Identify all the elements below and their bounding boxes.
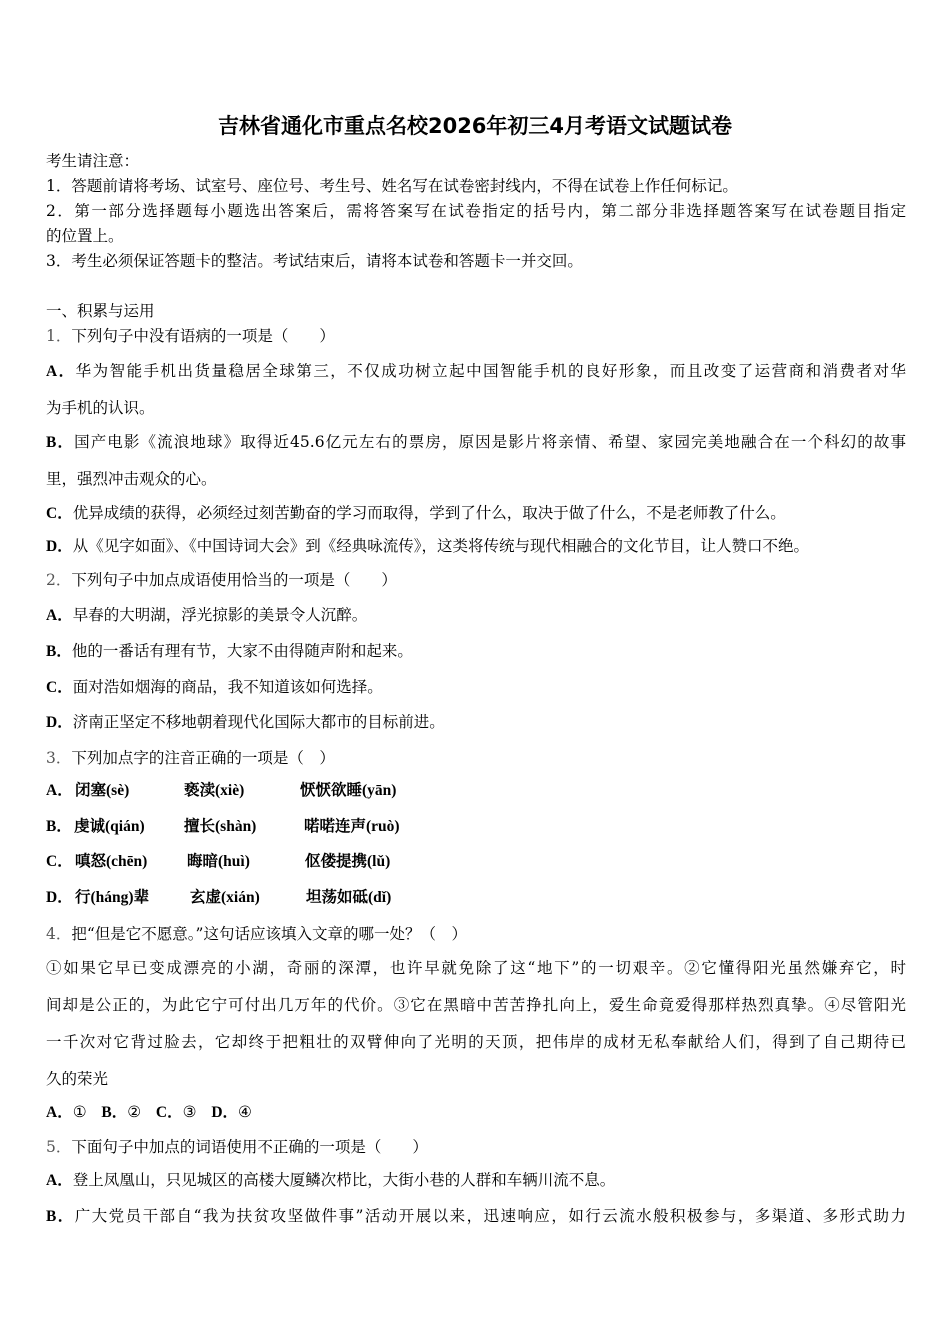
- question-number: 3．: [46, 749, 72, 767]
- document-title: 吉林省通化市重点名校2026年初三4月考语文试题试卷: [217, 114, 733, 138]
- option-text: 登上凤凰山，只见城区的高楼大厦鳞次栉比，大街小巷的人群和车辆川流不息。: [72, 1171, 616, 1189]
- option-a: [46, 361, 906, 382]
- option-d: [46, 712, 445, 733]
- notice-heading: 考生请注意：: [46, 152, 140, 170]
- notice-item: 3．考生必须保证答题卡的整洁。考试结束后，请将本试卷和答题卡一并交回。: [46, 252, 583, 270]
- option-label: C．: [46, 853, 73, 870]
- option-b: [46, 817, 906, 837]
- option-text: ④: [238, 1103, 252, 1121]
- option-c: [46, 852, 906, 872]
- option-item: 坦荡如砥(dǐ): [306, 889, 392, 906]
- option-item: 行(háng)辈: [75, 889, 150, 906]
- option-item: 嗔怒(chēn): [75, 853, 148, 870]
- option-text: 优异成绩的获得，必须经过刻苦勤奋的学习而取得，学到了什么，取决于做了什么，不是老师教了什么。: [72, 504, 786, 522]
- option-a-cont: 为手机的认识。: [46, 399, 155, 417]
- option-c: [46, 677, 383, 698]
- question-number: 2．: [46, 571, 72, 589]
- option-label: A．: [46, 607, 73, 624]
- option-item: 闭塞(sè): [75, 782, 130, 799]
- option-label: B．: [46, 434, 75, 451]
- option-text: ③: [182, 1103, 197, 1121]
- option-label: C．: [46, 505, 73, 522]
- option-label: D．: [46, 714, 73, 731]
- question-stem: 下面句子中加点的词语使用不正确的一项是（ ）: [71, 1138, 428, 1156]
- notice-item: 的位置上。: [46, 227, 124, 245]
- option-a: [46, 1170, 615, 1191]
- option-b: [46, 1206, 906, 1227]
- option-label: D．: [46, 889, 73, 906]
- question-stem: 下列句子中没有语病的一项是（ ）: [71, 327, 335, 345]
- option-label: C．: [46, 679, 73, 696]
- question-number: 4．: [46, 925, 72, 943]
- question-stem: 下列加点字的注音正确的一项是（ ）: [71, 749, 335, 767]
- passage-line: 久的荣光: [46, 1070, 109, 1088]
- question-stem: 把“但是它不愿意。”这句话应该填入文章的哪一处？（ ）: [71, 925, 467, 943]
- option-item: 亵渎(xiè): [184, 782, 245, 799]
- option-label: A．: [46, 363, 76, 380]
- notice-item: 2．第一部分选择题每小题选出答案后，需将答案写在试卷指定的括号内，第二部分非选择题答案写在试卷题目指定: [46, 202, 906, 220]
- option-item: 伛偻提携(lǔ): [305, 853, 391, 870]
- option-item: 晦暗(huì): [187, 853, 250, 870]
- question-5: [46, 1137, 428, 1157]
- option-text: ①: [72, 1103, 87, 1121]
- option-b: [46, 432, 906, 453]
- option-text: 他的一番话有理有节，大家不由得随声附和起来。: [71, 642, 413, 660]
- option-text: 早春的大明湖，浮光掠影的美景令人沉醉。: [72, 606, 368, 624]
- option-item: 玄虚(xián): [190, 889, 260, 906]
- option-a: [46, 781, 906, 801]
- option-label: D．: [46, 538, 73, 555]
- option-label: D．: [211, 1104, 239, 1121]
- option-label: A．: [46, 782, 73, 799]
- passage-line: ①如果它早已变成漂亮的小湖，奇丽的深潭，也许早就免除了这“地下”的一切艰辛。②它懂得阳光虽然嫌弃它，时: [46, 959, 906, 977]
- option-d: [46, 536, 809, 557]
- option-a: [46, 605, 367, 626]
- option-label: C．: [155, 1104, 183, 1121]
- option-text: 从《见字如面》、《中国诗词大会》到《经典咏流传》，这类将传统与现代相融合的文化节目，让人赞口不绝。: [72, 537, 809, 555]
- option-text: 济南正坚定不移地朝着现代化国际大都市的目标前进。: [72, 713, 445, 731]
- option-label: B．: [46, 1208, 75, 1225]
- question-number: 1．: [46, 327, 72, 345]
- option-item: 喏喏连声(ruò): [304, 818, 400, 835]
- section-heading: 一、积累与运用: [46, 302, 155, 320]
- option-item: 恹恹欲睡(yān): [300, 782, 397, 799]
- option-b-cont: 里，强烈冲击观众的心。: [46, 470, 217, 488]
- question-number: 5．: [46, 1138, 72, 1156]
- option-d: [46, 888, 906, 908]
- option-text: 广大党员干部自“我为扶贫攻坚做件事”活动开展以来，迅速响应，如行云流水般积极参与，多渠道、多形式助力: [74, 1207, 907, 1225]
- option-text: 华为智能手机出货量稳居全球第三，不仅成功树立起中国智能手机的良好形象，而且改变了运营商和消费者对华: [75, 362, 906, 380]
- option-text: 国产电影《流浪地球》取得近45.6亿元左右的票房，原因是影片将亲情、希望、家园完美地融合在一个科幻的故事: [74, 433, 907, 451]
- question-3: [46, 748, 335, 768]
- option-b: [46, 641, 413, 662]
- question-1: [46, 326, 335, 346]
- option-label: B．: [46, 818, 72, 835]
- question-4: [46, 924, 467, 944]
- option-text: 面对浩如烟海的商品，我不知道该如何选择。: [72, 678, 383, 696]
- notice-item: 1．答题前请将考场、试室号、座位号、考生号、姓名写在试卷密封线内，不得在试卷上作任何标记。: [46, 177, 738, 195]
- question-2: [46, 570, 397, 590]
- option-c: [46, 503, 786, 524]
- option-text: ②: [127, 1103, 142, 1121]
- option-label: A．: [46, 1172, 73, 1189]
- option-item: 虔诚(qián): [74, 818, 145, 835]
- option-label: A．: [46, 1104, 73, 1121]
- q4-options: [46, 1102, 252, 1123]
- option-item: 擅长(shàn): [184, 818, 257, 835]
- option-label: B．: [101, 1104, 128, 1121]
- passage-line: 间却是公正的，为此它宁可付出几万年的代价。③它在黑暗中苦苦挣扎向上，爱生命竟爱得那样热烈真挚。④尽管阳光: [46, 996, 906, 1014]
- option-label: B．: [46, 643, 72, 660]
- question-stem: 下列句子中加点成语使用恰当的一项是（ ）: [71, 571, 397, 589]
- passage-line: 一千次对它背过脸去，它却终于把粗壮的双臂伸向了光明的天顶，把伟岸的成材无私奉献给人们，得到了自己期待已: [46, 1033, 906, 1051]
